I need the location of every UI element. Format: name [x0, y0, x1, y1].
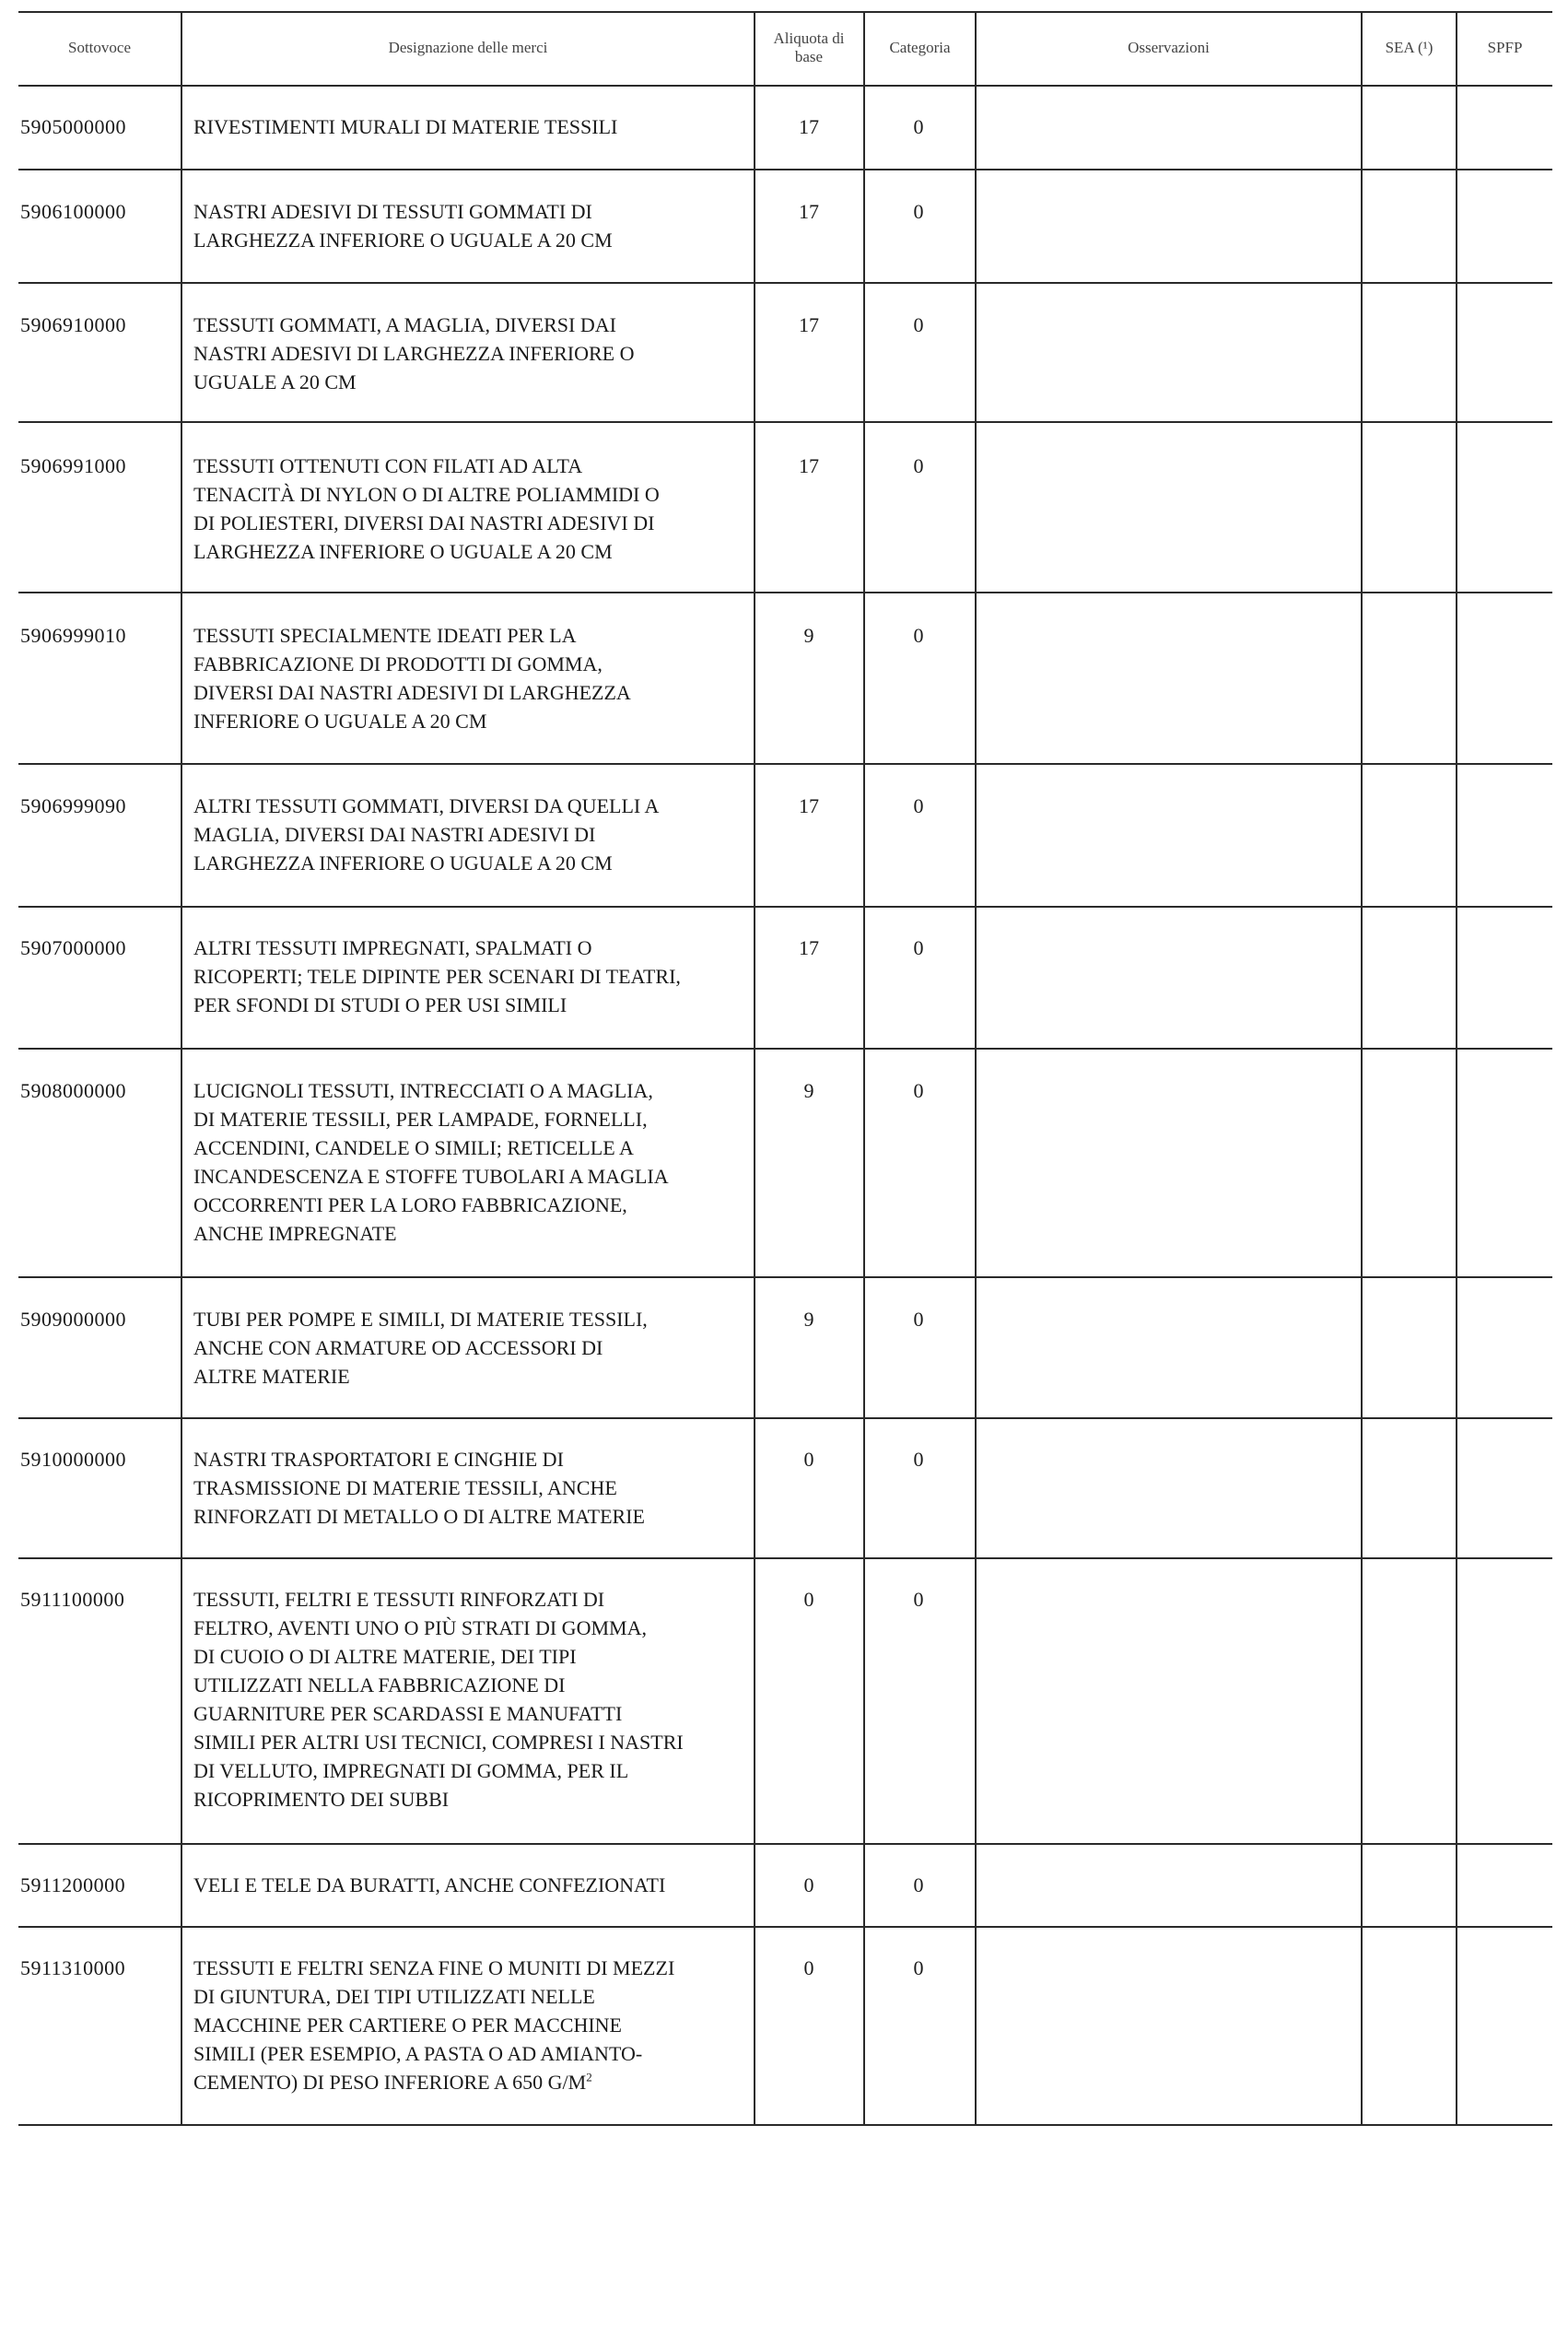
table-bottom-rule [18, 2124, 1552, 2126]
row-description: LUCIGNOLI TESSUTI, INTRECCIATI O A MAGLIA, DI MATERIE TESSILI, PER LAMPADE, FORNELLI, ACCENDINI, CANDELE O SIMILI; RETICELLE A INCANDESCENZA E STOFFE TUBOLARI A MAGLIA OCCORRENTI PER LA LORO FABBRICAZIONE, ANCHE IMPREGNATE [193, 1079, 669, 1245]
row-base-rate: 17 [799, 454, 819, 477]
row-base-rate: 17 [799, 313, 819, 336]
row-rule [18, 1843, 1552, 1845]
row-rule [18, 1926, 1552, 1928]
row-rule [18, 1417, 1552, 1419]
header-sottovoce: Sottovoce [68, 39, 131, 57]
header-spfp: SPFP [1487, 39, 1523, 57]
row-description: RIVESTIMENTI MURALI DI MATERIE TESSILI [193, 115, 618, 138]
row-category: 0 [913, 794, 924, 817]
row-code: 5910000000 [20, 1448, 126, 1471]
header-osservazioni: Osservazioni [1128, 39, 1210, 57]
row-description: NASTRI TRASPORTATORI E CINGHIE DI TRASMISSIONE DI MATERIE TESSILI, ANCHE RINFORZATI DI METALLO O DI ALTRE MATERIE [193, 1448, 645, 1528]
row-rule [18, 282, 1552, 284]
column-rule [975, 11, 977, 2124]
row-category: 0 [913, 313, 924, 336]
row-code: 5906999010 [20, 624, 126, 647]
row-description: NASTRI ADESIVI DI TESSUTI GOMMATI DI LARGHEZZA INFERIORE O UGUALE A 20 CM [193, 200, 613, 252]
row-description: TESSUTI SPECIALMENTE IDEATI PER LA FABBRICAZIONE DI PRODOTTI DI GOMMA, DIVERSI DAI NASTRI ADESIVI DI LARGHEZZA INFERIORE O UGUALE A 20 CM [193, 624, 631, 733]
column-rule [1361, 11, 1363, 2124]
column-rule [1456, 11, 1457, 2124]
row-base-rate: 17 [799, 794, 819, 817]
row-base-rate: 9 [803, 624, 814, 647]
row-description: VELI E TELE DA BURATTI, ANCHE CONFEZIONATI [193, 1873, 666, 1896]
row-base-rate: 0 [803, 1873, 814, 1896]
row-code: 5906991000 [20, 454, 126, 477]
row-base-rate: 0 [803, 1448, 814, 1471]
row-base-rate: 17 [799, 936, 819, 959]
row-rule [18, 763, 1552, 765]
row-rule [18, 169, 1552, 170]
row-code: 5911100000 [20, 1588, 125, 1611]
row-base-rate: 9 [803, 1308, 814, 1331]
header-aliquota: Aliquota di base [773, 29, 845, 65]
header-sea: SEA (¹) [1385, 39, 1433, 57]
row-code: 5908000000 [20, 1079, 126, 1102]
row-category: 0 [913, 1079, 924, 1102]
row-category: 0 [913, 624, 924, 647]
row-description: TESSUTI OTTENUTI CON FILATI AD ALTA TENACITÀ DI NYLON O DI ALTRE POLIAMMIDI O DI POLIESTERI, DIVERSI DAI NASTRI ADESIVI DI LARGHEZZA INFERIORE O UGUALE A 20 CM [193, 454, 660, 563]
row-category: 0 [913, 1308, 924, 1331]
column-rule [181, 11, 182, 2124]
row-category: 0 [913, 115, 924, 138]
row-description: ALTRI TESSUTI GOMMATI, DIVERSI DA QUELLI A MAGLIA, DIVERSI DAI NASTRI ADESIVI DI LARGHEZZA INFERIORE O UGUALE A 20 CM [193, 794, 660, 875]
row-category: 0 [913, 1956, 924, 1979]
row-rule [18, 421, 1552, 423]
row-base-rate: 0 [803, 1956, 814, 1979]
row-rule [18, 1557, 1552, 1559]
row-base-rate: 17 [799, 200, 819, 223]
row-description: TESSUTI GOMMATI, A MAGLIA, DIVERSI DAI NASTRI ADESIVI DI LARGHEZZA INFERIORE O UGUALE A 20 CM [193, 313, 635, 393]
row-rule [18, 906, 1552, 908]
row-description: TESSUTI, FELTRI E TESSUTI RINFORZATI DI FELTRO, AVENTI UNO O PIÙ STRATI DI GOMMA, DI CUOIO O DI ALTRE MATERIE, DEI TIPI UTILIZZATI NELLA FABBRICAZIONE DI GUARNITURE PER SCARDASSI E MANUFATTI SIMILI PER ALTRI USI TECNICI, COMPRESI I NASTRI DI VELLUTO, IMPREGNATI DI GOMMA, PER IL RICOPRIMENTO DEI SUBBI [193, 1588, 684, 1811]
row-category: 0 [913, 454, 924, 477]
header-bottom-rule [18, 85, 1552, 87]
row-base-rate: 0 [803, 1588, 814, 1611]
row-code: 5907000000 [20, 936, 126, 959]
row-description: TUBI PER POMPE E SIMILI, DI MATERIE TESSILI, ANCHE CON ARMATURE OD ACCESSORI DI ALTRE MATERIE [193, 1308, 648, 1388]
row-category: 0 [913, 200, 924, 223]
row-rule [18, 1048, 1552, 1050]
row-code: 5911310000 [20, 1956, 126, 1979]
header-designazione: Designazione delle merci [388, 39, 548, 57]
row-code: 5905000000 [20, 115, 126, 138]
header-categoria: Categoria [889, 39, 951, 57]
row-description [193, 1954, 746, 2096]
row-description: ALTRI TESSUTI IMPREGNATI, SPALMATI O RICOPERTI; TELE DIPINTE PER SCENARI DI TEATRI, PER SFONDI DI STUDI O PER USI SIMILI [193, 936, 681, 1016]
superscript: 2 [586, 2070, 592, 2084]
row-code: 5909000000 [20, 1308, 126, 1331]
row-code: 5906999090 [20, 794, 126, 817]
row-description-text: TESSUTI E FELTRI SENZA FINE O MUNITI DI MEZZI DI GIUNTURA, DEI TIPI UTILIZZATI NELLE MACCHINE PER CARTIERE O PER MACCHINE SIMILI (PER ESEMPIO, A PASTA O AD AMIANTO- CEMENTO) DI PESO INFERIORE A 650 G/M [193, 1956, 675, 2094]
row-category: 0 [913, 1588, 924, 1611]
row-category: 0 [913, 1873, 924, 1896]
row-code: 5906100000 [20, 200, 126, 223]
row-category: 0 [913, 1448, 924, 1471]
row-code: 5911200000 [20, 1873, 126, 1896]
row-rule [18, 592, 1552, 593]
row-base-rate: 17 [799, 115, 819, 138]
row-base-rate: 9 [803, 1079, 814, 1102]
row-code: 5906910000 [20, 313, 126, 336]
row-category: 0 [913, 936, 924, 959]
row-rule [18, 1276, 1552, 1278]
